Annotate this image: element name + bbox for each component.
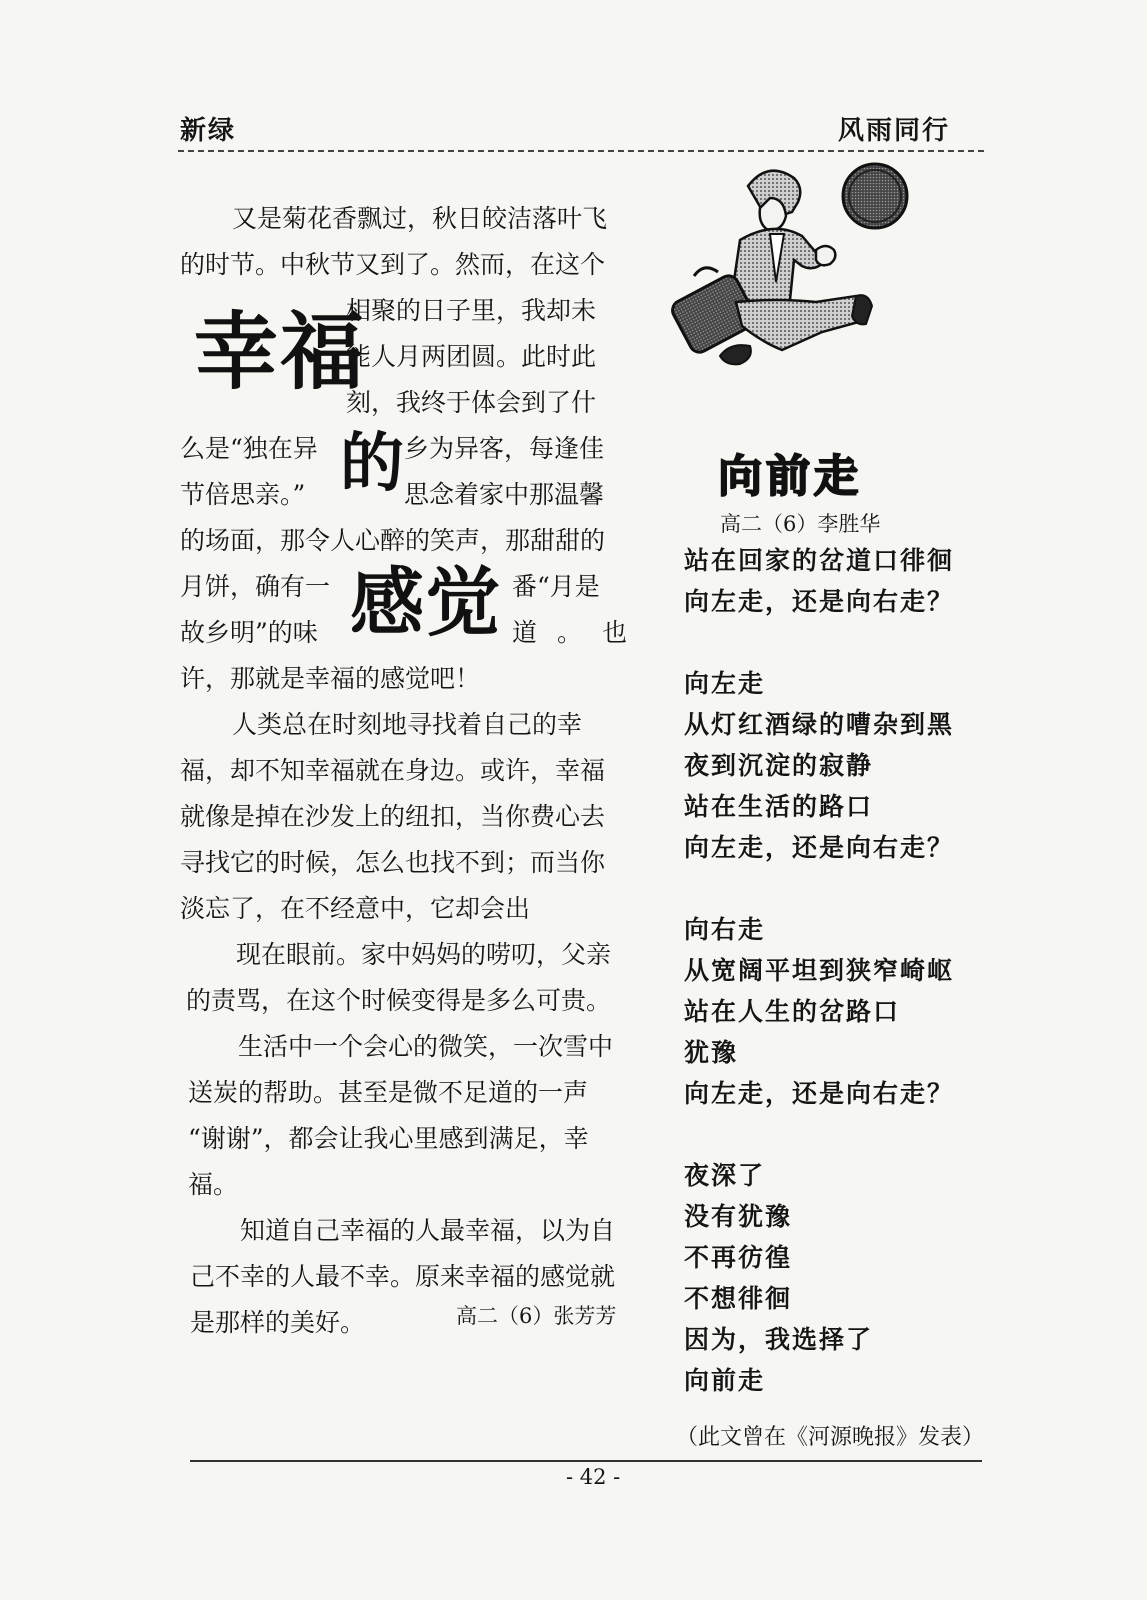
- page-number: - 42 -: [566, 1465, 621, 1489]
- essay-line: 么是“独在异: [180, 434, 318, 463]
- essay-line: 淡忘了，在不经意中，它却会出: [180, 894, 531, 923]
- poem-line: 夜深了: [684, 1161, 766, 1190]
- poem-line: 站在生活的路口: [684, 792, 874, 821]
- essay-line: “谢谢”，都会让我心里感到满足，幸: [188, 1124, 589, 1153]
- essay-line: 能人月两团圆。此时此: [346, 342, 597, 371]
- essay-line: 现在眼前。家中妈妈的唠叨，父亲: [236, 940, 612, 969]
- poem-line: 向左走，还是向右走？: [684, 587, 955, 616]
- essay-line: 福，却不知幸福就在身边。或许，幸福: [180, 756, 606, 785]
- essay-line: 月饼，确有一: [180, 572, 331, 601]
- essay-line: 的场面，那令人心醉的笑声，那甜甜的: [180, 526, 606, 555]
- footer-divider: [190, 1460, 982, 1462]
- poem-line: 没有犹豫: [684, 1202, 793, 1231]
- poem-line: 站在人生的岔路口: [684, 997, 901, 1026]
- essay-line: 知道自己幸福的人最幸福，以为自: [240, 1216, 616, 1245]
- poem-line: 从灯红酒绿的嘈杂到黑: [684, 710, 955, 739]
- essay-line: 就像是掉在沙发上的纽扣，当你费心去: [180, 802, 606, 831]
- essay-line: 寻找它的时候，怎么也找不到；而当你: [180, 848, 606, 877]
- poem-line: 犹豫: [684, 1038, 739, 1067]
- poem-line: 向左走，还是向右走？: [684, 1079, 955, 1108]
- poem-line: 向前走: [684, 1366, 766, 1395]
- essay-line: 乡为异客，每逢佳: [404, 434, 605, 463]
- essay-line: 节倍思亲。”: [180, 480, 306, 509]
- essay-title-word-2: 的: [340, 427, 404, 501]
- essay-line: 刻，我终于体会到了什: [346, 388, 597, 417]
- essay-line: 故乡明”的味: [180, 618, 318, 647]
- poem-line: 向左走: [684, 669, 766, 698]
- poem-title: 向前走: [718, 451, 862, 502]
- poem-line: 向左走，还是向右走？: [684, 833, 955, 862]
- publication-note: （此文曾在《河源晚报》发表）: [676, 1425, 985, 1450]
- poem-line: 不再彷徨: [684, 1243, 793, 1272]
- poem-author: 高二（6）李胜华: [720, 512, 881, 536]
- essay-line: 思念着家中那温馨: [404, 480, 605, 509]
- essay-line: 许，那就是幸福的感觉吧！: [180, 664, 481, 693]
- essay-line: 是那样的美好。: [190, 1308, 366, 1337]
- section-name: 风雨同行: [838, 116, 951, 146]
- essay-line: 的时节。中秋节又到了。然而，在这个: [180, 250, 606, 279]
- essay-line: 的责骂，在这个时候变得是多么可贵。: [186, 986, 612, 1015]
- poem-line: 因为，我选择了: [684, 1325, 874, 1354]
- essay-line: 生活中一个会心的微笑，一次雪中: [238, 1032, 614, 1061]
- poem-line: 不想徘徊: [684, 1284, 793, 1313]
- poem-line: 向右走: [684, 915, 766, 944]
- essay-line: 又是菊花香飘过，秋日皎洁落叶飞: [232, 204, 608, 233]
- essay-title-word-3: 感觉: [350, 560, 502, 646]
- poem-line: 站在回家的岔道口徘徊: [684, 546, 955, 575]
- poem-body: [684, 540, 984, 1401]
- essay-author: 高二（6）张芳芳: [456, 1304, 617, 1328]
- poem-line: 夜到沉淀的寂静: [684, 751, 874, 780]
- running-man-illustration: [620, 158, 920, 388]
- poem-line: 从宽阔平坦到狭窄崎岖: [684, 956, 955, 985]
- essay-line: 己不幸的人最不幸。原来幸福的感觉就: [190, 1262, 616, 1291]
- essay-line: 人类总在时刻地寻找着自己的幸: [232, 710, 583, 739]
- essay-line: 番“月是: [512, 572, 600, 601]
- header-divider: [178, 150, 984, 152]
- essay-line: 道。也: [512, 618, 648, 647]
- essay-line: 送炭的帮助。甚至是微不足道的一声: [188, 1078, 589, 1107]
- essay-line: 福。: [188, 1170, 239, 1199]
- magazine-name: 新绿: [180, 116, 237, 146]
- essay-title-word-1: 幸福: [194, 303, 367, 401]
- essay-line: 相聚的日子里，我却未: [346, 296, 597, 325]
